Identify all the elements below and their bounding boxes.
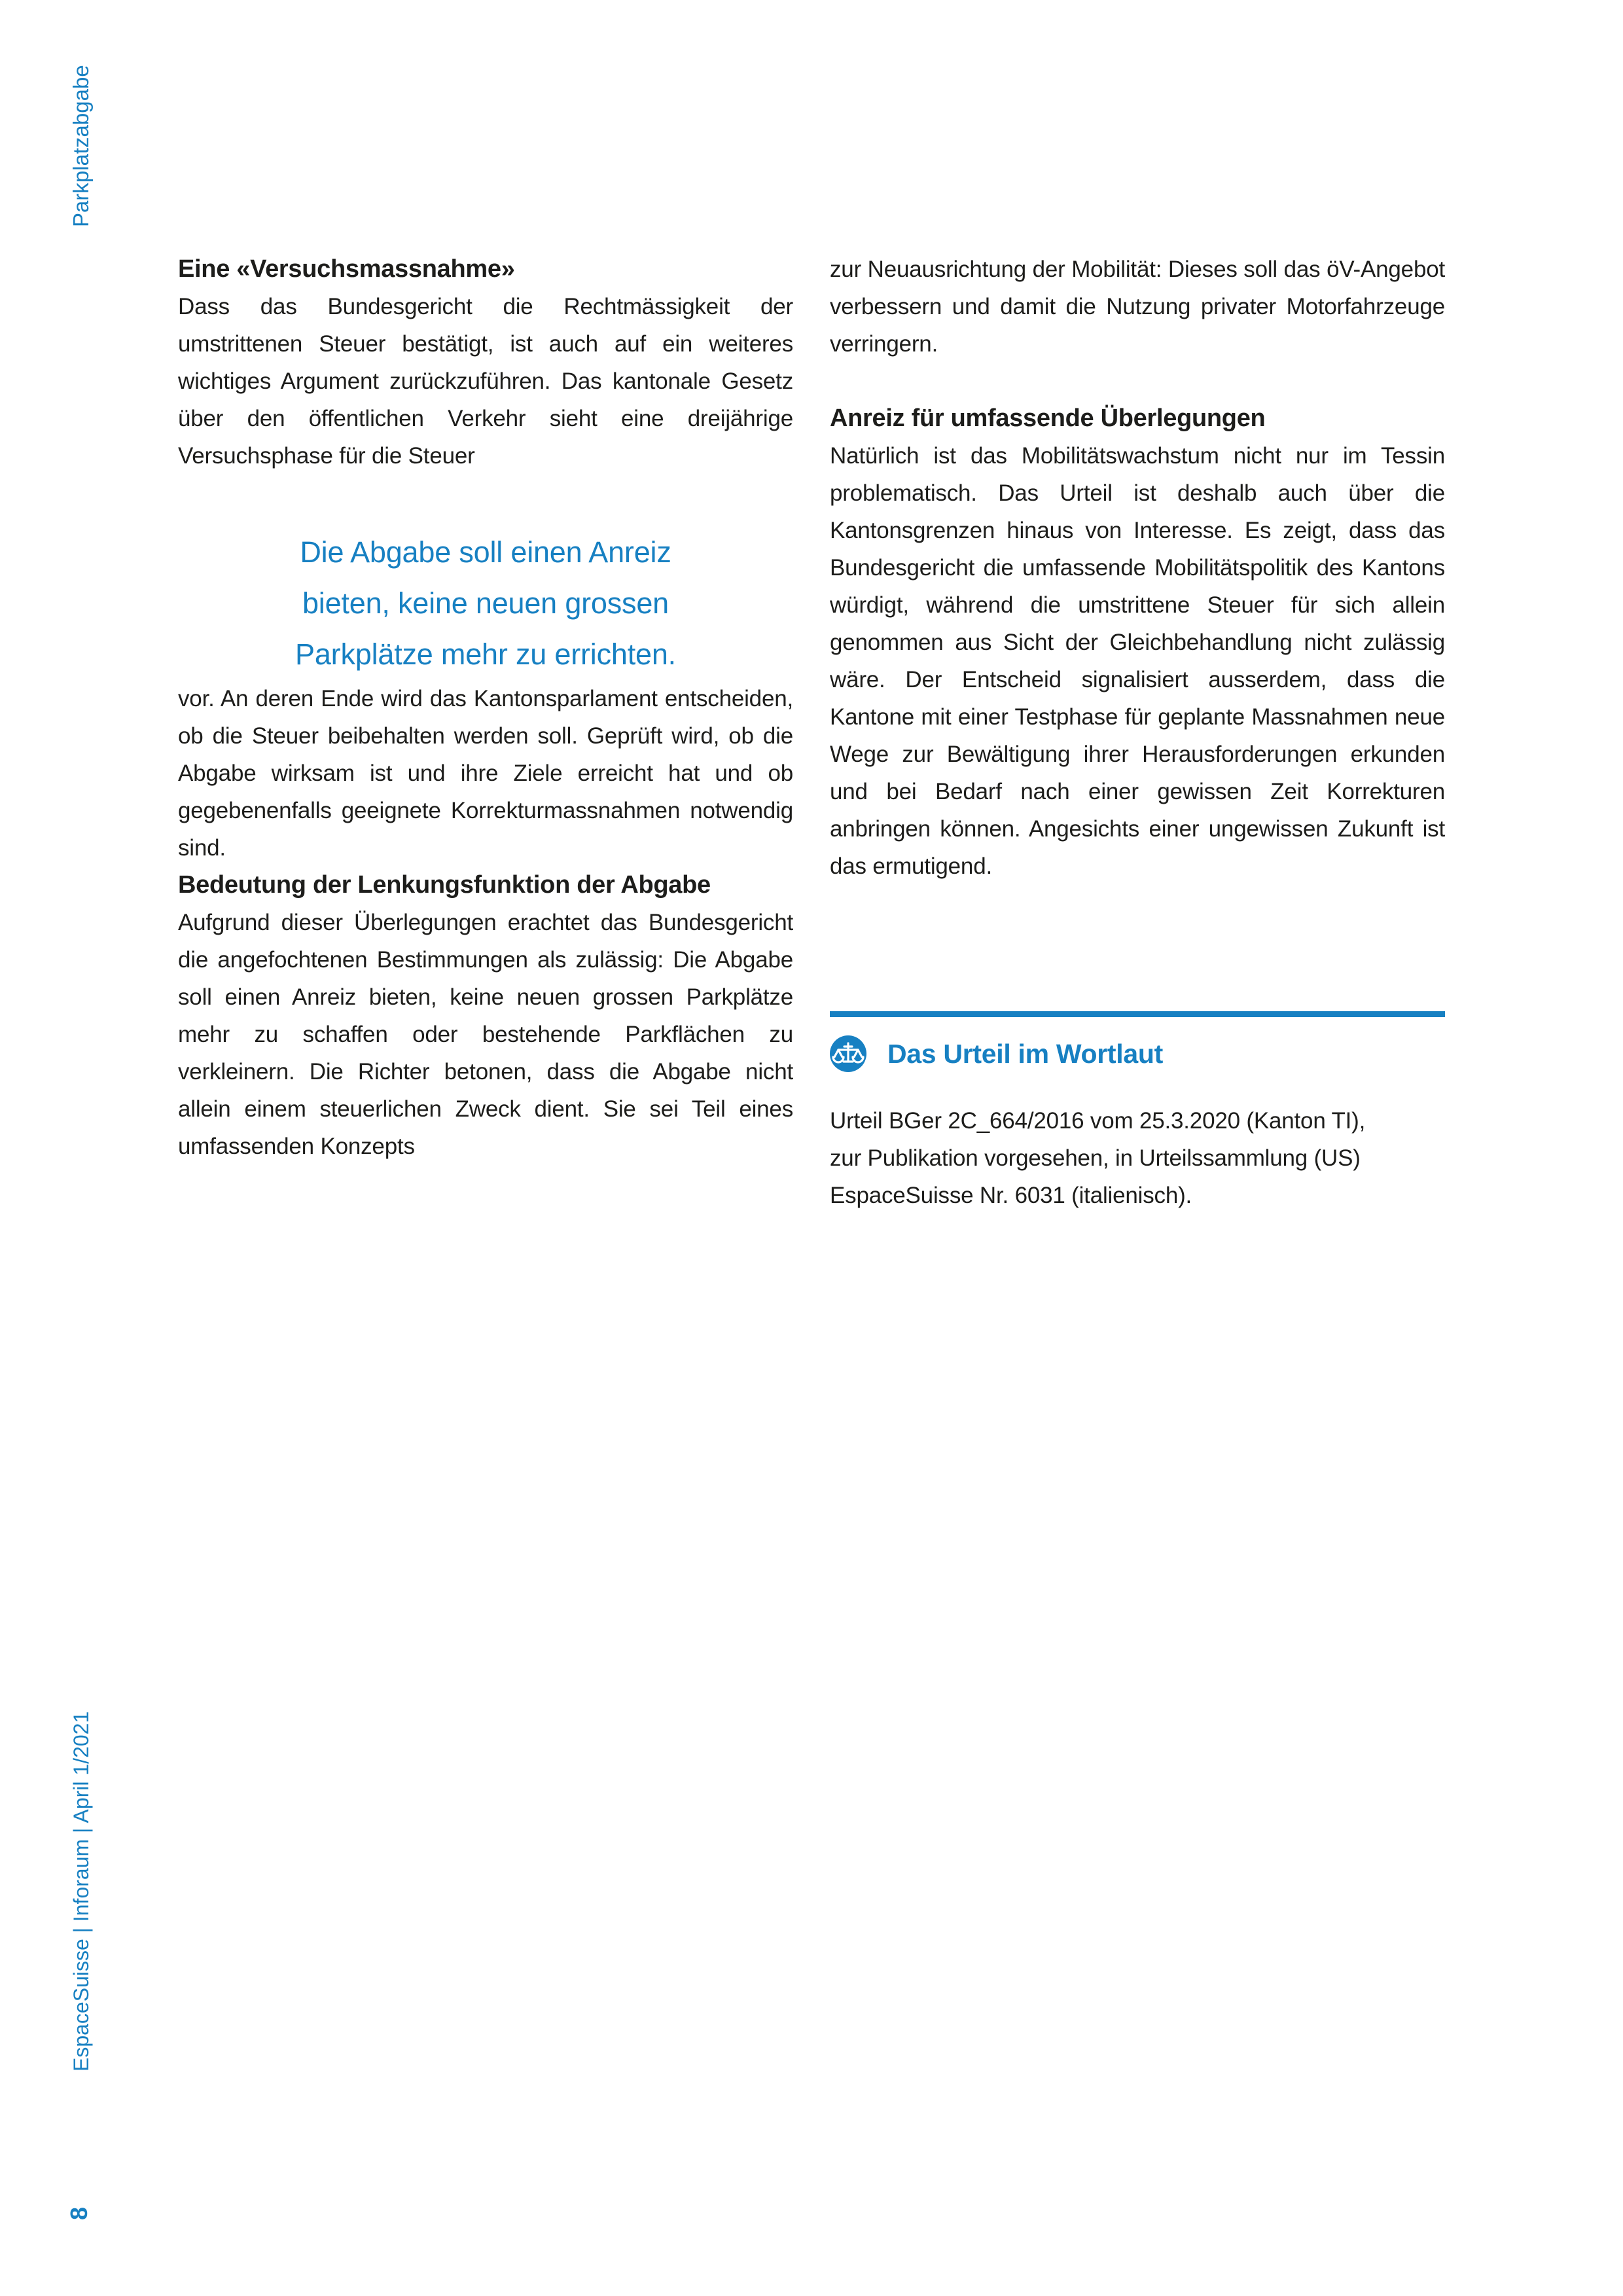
pull-quote: [178, 527, 793, 680]
pull-quote-line: Parkplätze mehr zu errichten.: [295, 637, 676, 671]
scales-icon: [830, 1035, 866, 1072]
info-box-text: [830, 1102, 1445, 1214]
section-heading-anreiz: Anreiz für umfassende Überlegungen: [830, 404, 1266, 432]
pull-quote-line: Die Abgabe soll einen Anreiz: [300, 535, 671, 569]
paragraph: Dass das Bundesgericht die Rechtmässigkeit der umstrittenen Steuer bestätigt, ist auch auf ein weiteres wichtiges Argument zurückzuführen. Das kantonale Gesetz über den öffentlichen Verkehr sieht eine dreijährige Versuchsphase für die Steuer: [178, 294, 793, 469]
paragraph: Aufgrund dieser Überlegungen erachtet das Bundesgericht die angefochtenen Bestimmungen als zulässig: Die Abgabe soll einen Anreiz bieten, keine neuen grossen Parkplätze mehr zu schaffen oder bestehende Parkflächen zu verkleinern. Die Richter betonen, dass die Abgabe nicht allein einem steuerlichen Zweck dient. Sie sei Teil eines umfassenden Konzepts: [178, 910, 793, 1159]
pull-quote-line: bieten, keine neuen grossen: [302, 586, 669, 620]
column-right: [830, 251, 1445, 1214]
section-heading-lenkungsfunktion: Bedeutung der Lenkungsfunktion der Abgabe: [178, 871, 711, 899]
paragraph: Natürlich ist das Mobilitätswachstum nicht nur im Tessin problematisch. Das Urteil ist deshalb auch über die Kantonsgrenzen hinaus von Interesse. Es zeigt, dass das Bundesgericht die umfassende Mobilitätspolitik des Kantons würdigt, während die umstrittene Steuer für sich allein genommen aus Sicht der Gleichbehandlung nicht zulässig wäre. Der Entscheid signalisiert ausserdem, dass die Kantone mit einer Testphase für geplante Massnahmen neue Wege zur Bewältigung ihrer Herausforderungen erkunden und bei Bedarf nach einer gewissen Zeit Korrekturen anbringen können. Angesichts einer ungewissen Zukunft ist das ermutigend.: [830, 443, 1445, 879]
paragraph: vor. An deren Ende wird das Kantonsparlament entscheiden, ob die Steuer beibehalten werden soll. Geprüft wird, ob die Abgabe wirksam ist und ihre Ziele erreicht hat und ob gegebenenfalls geeignete Korrekturmassnahmen notwendig sind.: [178, 686, 793, 861]
info-box-line: EspaceSuisse Nr. 6031 (italienisch).: [830, 1183, 1192, 1208]
info-box-line: zur Publikation vorgesehen, in Urteilssammlung (US): [830, 1145, 1361, 1171]
info-box-line: Urteil BGer 2C_664/2016 vom 25.3.2020 (Kanton TI),: [830, 1108, 1366, 1134]
info-box-header: [830, 1035, 1445, 1072]
info-box-title: Das Urteil im Wortlaut: [887, 1038, 1163, 1069]
page-number: 8: [65, 2206, 92, 2220]
section-heading-versuchsmassnahme: Eine «Versuchsmassnahme»: [178, 255, 515, 283]
judgment-info-box: [830, 1011, 1445, 1214]
column-left: [178, 251, 793, 1165]
footer-issue-label: EspaceSuisse | Inforaum | April 1/2021: [69, 1711, 93, 2072]
paragraph: zur Neuausrichtung der Mobilität: Dieses soll das öV-Angebot verbessern und damit die Nutzung privater Motorfahrzeuge verringern.: [830, 257, 1445, 357]
sidebar-topic-label: Parkplatzabgabe: [69, 65, 93, 227]
